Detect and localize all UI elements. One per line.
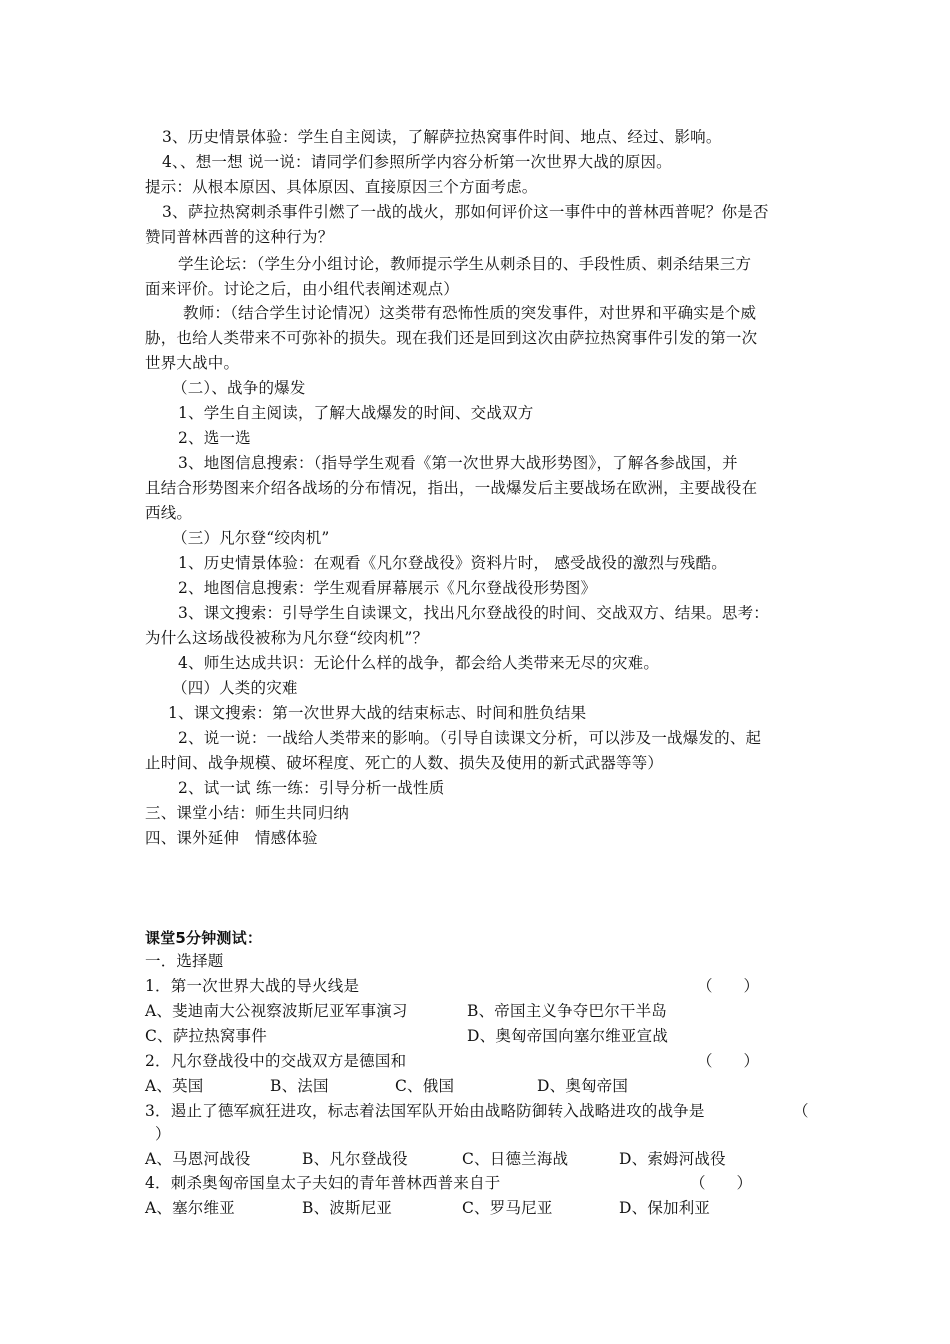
answer-blank: （ ） <box>697 1052 760 1070</box>
body-line: 4、、想一想 说一说：请同学们参照所学内容分析第一次世界大战的原因。 <box>162 153 672 171</box>
option-d: D、索姆河战役 <box>619 1150 726 1168</box>
section-heading: （四）人类的灾难 <box>172 679 298 697</box>
option-c: C、俄国 <box>395 1077 455 1095</box>
body-line: 2、地图信息搜索：学生观看屏幕展示《凡尔登战役形势图》 <box>178 579 597 597</box>
body-line: 胁，也给人类带来不可弥补的损失。现在我们还是回到这次由萨拉热窝事件引发的第一次 <box>145 329 758 347</box>
body-line: 1、课文搜索：第一次世界大战的结束标志、时间和胜负结果 <box>168 704 587 722</box>
option-d: D、奥匈帝国 <box>537 1077 629 1095</box>
option-a: A、塞尔维亚 <box>145 1199 235 1217</box>
question-stem: 4．刺杀奥匈帝国皇太子夫妇的青年普林西普来自于 <box>145 1174 501 1192</box>
body-line: 四、课外延伸 情感体验 <box>145 829 318 847</box>
option-d: D、奥匈帝国向塞尔维亚宣战 <box>467 1027 669 1045</box>
body-line: 提示：从根本原因、具体原因、直接原因三个方面考虑。 <box>145 178 538 196</box>
option-c: C、日德兰海战 <box>462 1150 569 1168</box>
body-line: 3、历史情景体验：学生自主阅读，了解萨拉热窝事件时间、地点、经过、影响。 <box>162 128 722 146</box>
body-line: 且结合形势图来介绍各战场的分布情况，指出，一战爆发后主要战场在欧洲，主要战役在 <box>145 479 758 497</box>
body-line: 学生论坛：（学生分小组讨论，教师提示学生从刺杀目的、手段性质、刺杀结果三方 <box>178 255 752 273</box>
body-line: 1、历史情景体验：在观看《凡尔登战役》资料片时， 感受战役的激烈与残酷。 <box>178 554 727 572</box>
option-d: D、保加利亚 <box>619 1199 711 1217</box>
option-a: A、马恩河战役 <box>145 1150 251 1168</box>
body-line: 3、地图信息搜索：（指导学生观看《第一次世界大战形势图》，了解各参战国，并 <box>178 454 738 472</box>
body-line: 3、课文搜索：引导学生自读课文，找出凡尔登战役的时间、交战双方、结果。思考： <box>178 604 769 622</box>
body-line: 2、说一说：一战给人类带来的影响。（引导自读课文分析，可以涉及一战爆发的、起 <box>178 729 762 747</box>
quiz-title: 课堂5分钟测试： <box>145 929 263 947</box>
answer-blank: （ ） <box>697 977 760 995</box>
body-line: 2、选一选 <box>178 429 251 447</box>
body-line: 1、学生自主阅读，了解大战爆发的时间、交战双方 <box>178 404 534 422</box>
body-line: 止时间、战争规模、破坏程度、死亡的人数、损失及使用的新式武器等等） <box>145 754 664 772</box>
body-line: 赞同普林西普的这种行为？ <box>145 228 334 246</box>
body-line: 4、师生达成共识：无论什么样的战争，都会给人类带来无尽的灾难。 <box>178 654 660 672</box>
section-heading: （三）凡尔登“绞肉机” <box>172 529 330 547</box>
option-c: C、罗马尼亚 <box>462 1199 553 1217</box>
question-stem: 2．凡尔登战役中的交战双方是德国和 <box>145 1052 407 1070</box>
question-stem: 1．第一次世界大战的导火线是 <box>145 977 360 995</box>
answer-blank-close: ） <box>155 1125 171 1143</box>
option-a: A、英国 <box>145 1077 204 1095</box>
option-b: B、法国 <box>270 1077 329 1095</box>
answer-blank-open: （ <box>793 1102 809 1120</box>
option-b: B、帝国主义争夺巴尔干半岛 <box>467 1002 667 1020</box>
body-line: 世界大战中。 <box>145 354 240 372</box>
quiz-section-heading: 一．选择题 <box>145 952 224 970</box>
question-stem: 3．遏止了德军疯狂进攻，标志着法国军队开始由战略防御转入战略进攻的战争是 <box>145 1102 705 1120</box>
body-line: 西线。 <box>145 504 193 522</box>
option-c: C、萨拉热窝事件 <box>145 1027 267 1045</box>
option-a: A、斐迪南大公视察波斯尼亚军事演习 <box>145 1002 408 1020</box>
option-b: B、凡尔登战役 <box>302 1150 408 1168</box>
section-heading: （二）、战争的爆发 <box>172 379 306 397</box>
body-line: 面来评价。讨论之后，由小组代表阐述观点） <box>145 280 460 298</box>
body-line: 三、课堂小结：师生共同归纳 <box>145 804 350 822</box>
body-line: 2、试一试 练一练：引导分析一战性质 <box>178 779 445 797</box>
body-line: 教师：（结合学生讨论情况）这类带有恐怖性质的突发事件，对世界和平确实是个威 <box>183 304 757 322</box>
body-line: 3、萨拉热窝刺杀事件引燃了一战的战火，那如何评价这一事件中的普林西普呢？你是否 <box>162 203 769 221</box>
option-b: B、波斯尼亚 <box>302 1199 393 1217</box>
answer-blank: （ ） <box>690 1174 753 1192</box>
body-line: 为什么这场战役被称为凡尔登“绞肉机”？ <box>145 629 429 647</box>
